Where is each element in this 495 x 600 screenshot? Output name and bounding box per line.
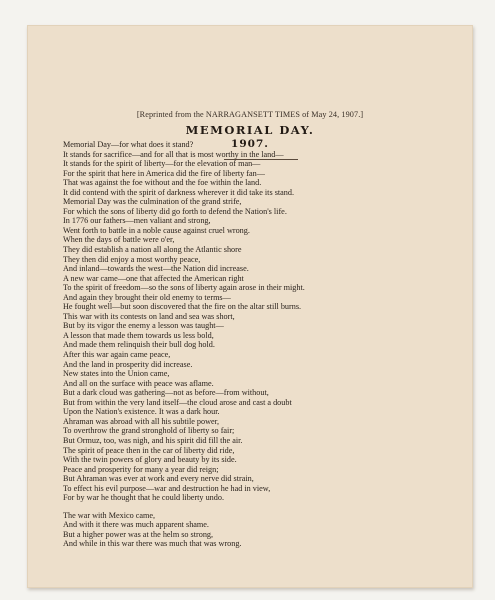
poem-line: The war with Mexico came, [63, 510, 156, 520]
poem-line: Memorial Day—for what does it stand? [63, 140, 194, 149]
poem-line: To overthrow the grand stronghold of liberty so fair; [63, 426, 235, 436]
poem-line: It stands for sacrifice—and for all that is most worthy in the land— [63, 149, 284, 159]
poem-line: After this war again came peace, [63, 350, 171, 360]
reprint-note: [Reprinted from the NARRAGANSETT TIMES of May 24, 1907.] [136, 110, 364, 119]
poem-line: But by its vigor the enemy a lesson was taught— [63, 321, 224, 331]
poem-body [63, 140, 458, 549]
poem-line: And inland—towards the west—the Nation did increase. [63, 264, 249, 274]
poem-line: Went forth to battle in a noble cause against cruel wrong. [63, 225, 250, 235]
poem-line: And with it there was much apparent shame. [63, 520, 209, 530]
poem-line: A new war came—one that affected the American right [63, 273, 244, 283]
poem-line: For the spirit that here in America did the fire of liberty fan— [63, 168, 265, 178]
poem-line: This war with its contests on land and sea was short, [63, 311, 235, 321]
poem-line: Peace and prosperity for many a year did reign; [63, 464, 219, 474]
poem-line: It did contend with the spirit of darkness wherever it did take its stand. [63, 187, 295, 197]
poem-line: To the spirit of freedom—so the sons of liberty again arose in their might. [63, 283, 305, 293]
stanza-2 [63, 511, 458, 549]
poem-line: New states into the Union came, [63, 369, 170, 379]
poem-line: When the days of battle were o'er, [63, 235, 175, 245]
poem-line: That was against the foe without and the foe within the land. [63, 178, 262, 188]
poem-line: But from within the very land itself—the cloud arose and cast a doubt [63, 397, 292, 407]
poem-line: But a higher power was at the helm so strong, [63, 529, 214, 539]
poem-line: But a dark cloud was gathering—not as before—from without, [63, 388, 269, 398]
poem-line: They then did enjoy a most worthy peace, [63, 254, 201, 264]
poem-line: But Ormuz, too, was nigh, and his spirit did fill the air. [63, 435, 243, 445]
stanza-gap [63, 503, 458, 511]
poem-line: And while in this war there was much that was wrong. [63, 539, 242, 549]
poem-line: And made them relinquish their bull dog hold. [63, 340, 215, 350]
poem-line: He fought well—but soon discovered that the fire on the altar still burns. [63, 302, 302, 312]
stanza-1 [63, 140, 458, 503]
poem-line: To effect his evil purpose—war and destruction he had in view, [63, 483, 271, 493]
poem-line: They did establish a nation all along the Atlantic shore [63, 245, 242, 255]
poem-line: A lesson that made them towards us less bold, [63, 330, 214, 340]
poem-line: But Ahraman was ever at work and every nerve did strain, [63, 474, 254, 484]
poem-line: And the land in prosperity did increase. [63, 359, 193, 369]
poem-line: With the twin powers of glory and beauty by its side. [63, 455, 237, 465]
poem-line: It stands for the spirit of liberty—for the elevation of man— [63, 159, 261, 169]
poem-line: Ahraman was abroad with all his subtile power, [63, 416, 220, 426]
poem-line: Memorial Day was the culmination of the grand strife, [63, 197, 242, 207]
poem-line: Upon the Nation's existence. It was a dark hour. [63, 407, 220, 417]
poem-line: The spirit of peace then in the car of liberty did ride, [63, 445, 235, 455]
poem-year: 1907. [231, 138, 269, 150]
poem-line: In 1776 our fathers—men valiant and strong, [63, 216, 211, 226]
poem-line: And all on the surface with peace was aflame. [63, 378, 214, 388]
poem-line: For by war he thought that he could liberty undo. [63, 493, 224, 503]
poem-title: MEMORIAL DAY. [185, 123, 315, 137]
poem-line: For which the sons of liberty did go forth to defend the Nation's life. [63, 206, 287, 216]
poem-line: And again they brought their old enemy to terms— [63, 292, 231, 302]
